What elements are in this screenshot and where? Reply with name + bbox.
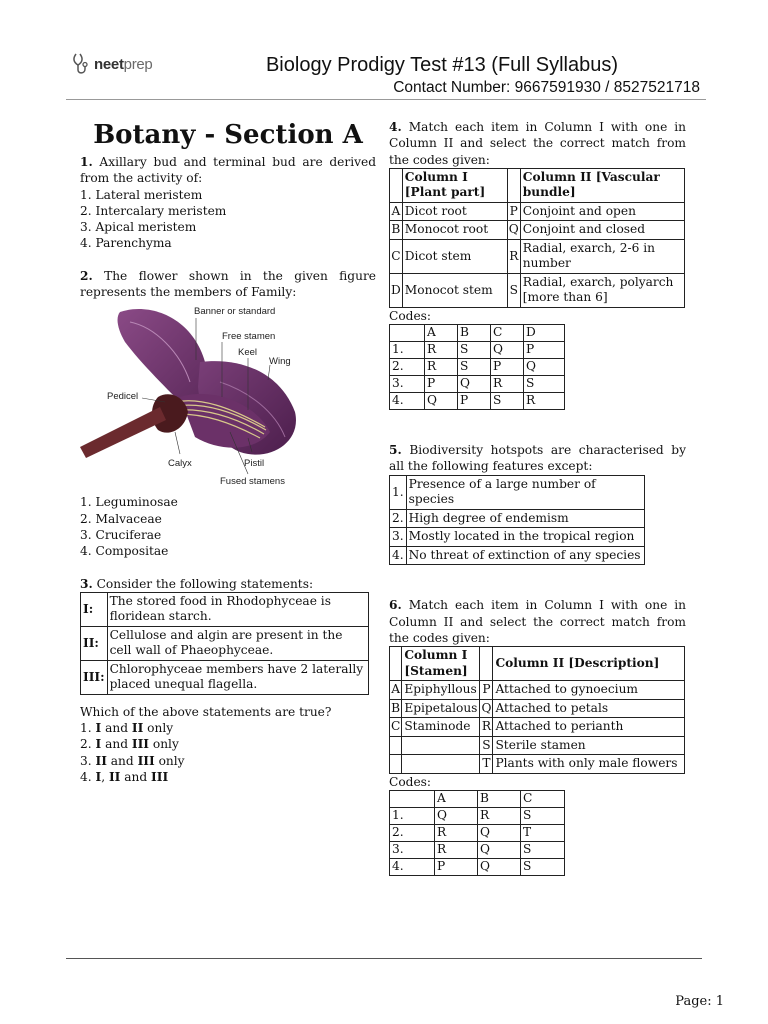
q2-option-1: 1. Leguminosae xyxy=(80,495,178,510)
q2-option-4: 4. Compositae xyxy=(80,544,169,559)
q3-number: 3. xyxy=(80,576,93,591)
statement-text: The stored food in Rhodophyceae is floridean starch. xyxy=(107,592,368,626)
statement-label: I: xyxy=(81,592,108,626)
table-row: 4. No threat of extinction of any species xyxy=(390,546,645,565)
logo-prep: prep xyxy=(123,55,153,73)
table-row: A Epiphyllous P Attached to gynoecium xyxy=(390,681,685,700)
table-row: 3. R Q S xyxy=(390,841,565,858)
q6-col1-header: Column I [Stamen] xyxy=(402,647,480,681)
q3-option-3: 3. II and III only xyxy=(80,753,185,768)
q6-codes-table xyxy=(389,790,565,876)
q3-text: Consider the following statements: xyxy=(96,576,314,591)
q5-number: 5. xyxy=(389,443,402,458)
statement-label: II: xyxy=(81,626,108,660)
question-1 xyxy=(80,154,376,252)
q4-codes-table xyxy=(389,324,565,410)
left-column xyxy=(80,118,376,785)
table-row: D Monocot stem S Radial, exarch, polyarch [more than 6] xyxy=(390,273,685,307)
question-3 xyxy=(80,576,376,786)
page-number: Page: 1 xyxy=(675,994,724,1009)
contact-number: Contact Number: 9667591930 / 8527521718 xyxy=(393,79,700,96)
flower-figure xyxy=(80,302,340,488)
label-free-stamen: Free stamen xyxy=(222,331,276,343)
q6-codes-label: Codes: xyxy=(389,774,432,789)
label-calyx: Calyx xyxy=(168,458,192,470)
neetprep-logo xyxy=(70,52,152,76)
question-5 xyxy=(389,442,686,565)
table-header-row xyxy=(390,168,685,202)
label-keel: Keel xyxy=(238,347,258,359)
table-row: 2. R Q T xyxy=(390,824,565,841)
label-pistil: Pistil xyxy=(244,458,265,470)
question-2 xyxy=(80,268,376,560)
logo-neet: neet xyxy=(94,55,124,73)
table-row: 1. Q R S xyxy=(390,807,565,824)
table-row: 1. Presence of a large number of species xyxy=(390,475,645,509)
table-row: 3. P Q R S xyxy=(390,376,565,393)
header-divider xyxy=(66,99,706,100)
table-row xyxy=(81,660,369,694)
q6-number: 6. xyxy=(389,598,402,613)
table-row: 3. Mostly located in the tropical region xyxy=(390,528,645,547)
table-row: 2. High degree of endemism xyxy=(390,509,645,528)
table-row: T Plants with only male flowers xyxy=(390,755,685,774)
test-title: Biology Prodigy Test #13 (Full Syllabus) xyxy=(265,54,618,76)
table-row xyxy=(81,626,369,660)
q2-text: The flower shown in the given figure represents the members of Family: xyxy=(80,268,376,300)
q1-option-1: 1. Lateral meristem xyxy=(80,187,203,202)
q1-option-3: 3. Apical meristem xyxy=(80,220,197,235)
q2-number: 2. xyxy=(80,268,93,283)
label-banner: Banner or standard xyxy=(194,306,276,318)
table-header-row: A B C xyxy=(390,790,565,807)
table-row: A Dicot root P Conjoint and open xyxy=(390,202,685,221)
statement-text: Cellulose and algin are present in the cell wall of Phaeophyceae. xyxy=(107,626,368,660)
q3-option-1: 1. I and II only xyxy=(80,721,174,736)
question-4 xyxy=(389,119,686,410)
q5-text: Biodiversity hotspots are characterised by all the following features except: xyxy=(389,443,686,474)
table-row: B Epipetalous Q Attached to petals xyxy=(390,699,685,718)
q4-codes-label: Codes: xyxy=(389,308,432,323)
q6-col2-header: Column II [Description] xyxy=(493,647,685,681)
table-row: 1. R S Q P xyxy=(390,342,565,359)
table-header-row xyxy=(390,647,685,681)
q4-number: 4. xyxy=(389,120,402,134)
q3-statements-table xyxy=(80,592,369,695)
q3-option-2: 2. I and III only xyxy=(80,737,179,752)
section-title: Botany - Section A xyxy=(93,120,363,150)
table-row: 4. P Q S xyxy=(390,858,565,875)
q4-col2-header: Column II [Vascular bundle] xyxy=(520,168,684,202)
q2-option-3: 3. Cruciferae xyxy=(80,527,162,542)
q6-text: Match each item in Column I with one in Column II and select the correct match from the codes given: xyxy=(389,598,686,645)
table-row: B Monocot root Q Conjoint and closed xyxy=(390,221,685,240)
q4-col1-header: Column I [Plant part] xyxy=(402,168,507,202)
statement-text: Chlorophyceae members have 2 laterally placed unequal flagella. xyxy=(107,660,368,694)
q1-option-4: 4. Parenchyma xyxy=(80,236,172,251)
table-row: 2. R S P Q xyxy=(390,359,565,376)
table-row: C Dicot stem R Radial, exarch, 2-6 in number xyxy=(390,239,685,273)
table-row: S Sterile stamen xyxy=(390,736,685,755)
q3-question: Which of the above statements are true? xyxy=(80,704,332,719)
label-wing: Wing xyxy=(269,356,291,368)
q1-text: Axillary bud and terminal bud are derived from the activity of: xyxy=(80,155,377,186)
question-6 xyxy=(389,597,686,876)
footer-divider xyxy=(66,958,702,959)
statement-label: III: xyxy=(81,660,108,694)
right-column xyxy=(389,119,686,876)
q3-option-4: 4. I, II and III xyxy=(80,770,169,785)
q1-option-2: 2. Intercalary meristem xyxy=(80,203,227,218)
table-row: C Staminode R Attached to perianth xyxy=(390,718,685,737)
table-row: 4. Q P S R xyxy=(390,393,565,410)
q4-text: Match each item in Column I with one in Column II and select the correct match from the codes given: xyxy=(389,120,686,167)
q2-option-2: 2. Malvaceae xyxy=(80,511,162,526)
q4-match-table xyxy=(389,168,685,308)
table-row xyxy=(81,592,369,626)
q1-number: 1. xyxy=(80,155,93,169)
stethoscope-icon xyxy=(70,52,92,76)
label-fused-stamens: Fused stamens xyxy=(220,476,285,488)
label-pedicel: Pedicel xyxy=(107,391,139,403)
table-header-row: A B C D xyxy=(390,325,565,342)
q5-options-table xyxy=(389,475,645,566)
q6-match-table xyxy=(389,646,685,774)
